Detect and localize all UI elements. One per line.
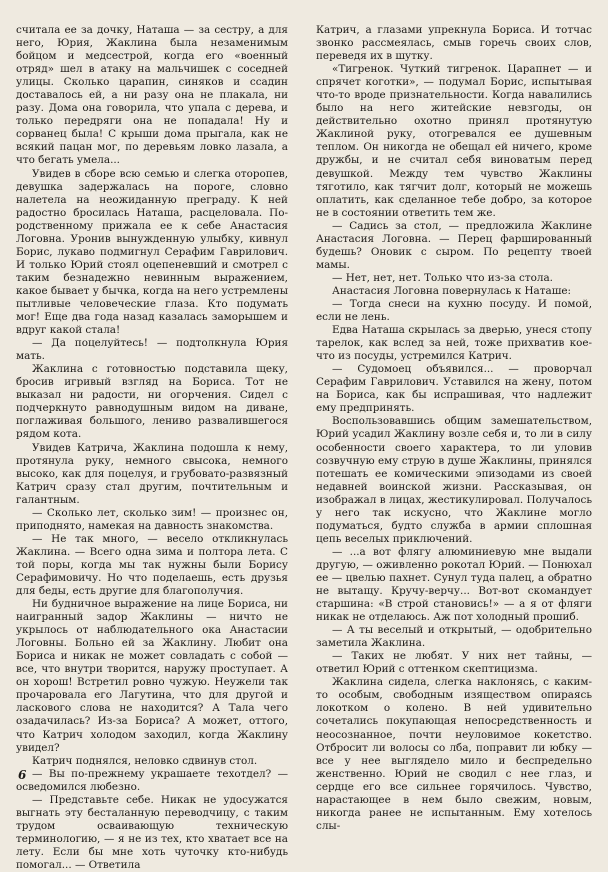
paragraph: Анастасия Логовна повернулась к Наташе: <box>332 284 572 297</box>
paragraph: — А ты веселый и открытый, — одобрительно заметила Жаклина. <box>316 624 592 650</box>
left-text-column <box>16 24 288 872</box>
paragraph: Увидев Катрича, Жаклина подошла к нему, протянула руку, немного свысока, немного высоко, как для поцелуя, и грубовато-развязный Катрич сразу стал другим, почтительным и галантным. <box>16 441 288 506</box>
page-number: 6 <box>18 768 27 782</box>
paragraph: «Тигренок. Чуткий тигренок. Царапнет — и спрячет коготки», — подумал Борис, испытывая что-то вроде признательности. Когда навалились было на него житейские невзгоды, он действительно охотно принял протянутую Жаклиной руку, отогревался ее душевным теплом. Он никогда не обещал ей ничего, кроме дружбы, и не считал себя виноватым перед девушкой. Между тем чувство Жаклины тяготило, как тягчит долг, который не можешь оплатить, как сделанное тебе добро, за которое не в состоянии ответить тем же. <box>316 63 592 219</box>
paragraph: Жаклина с готовностью подставила щеку, бросив игривый взгляд на Бориса. Тот не выказал ни радости, ни огорчения. Сидел с подчеркнуто равнодушным видом на диване, поглаживая большого, лениво развалившегося рядом кота. <box>16 363 288 441</box>
paragraph: Ни будничное выражение на лице Бориса, ни наигранный задор Жаклины — ничто не укрылось от наблюдательного ока Анастасии Логовны. Больно ей за Жаклину. Любит она Бориса и никак не может совладать с собой — все, что внутри творится, наружу проступает. А он хорош! Встретил ровно чужую. Неужели так прочаровала его Лагутина, что для другой и ласкового слова не находится? А Тала чего озадачилась? Из-за Бориса? А может, оттого, что Катрич холодом заходил, когда Жаклину увидел? <box>16 598 288 754</box>
paragraph: Воспользовавшись общим замешательством, Юрий усадил Жаклину возле себя и, то ли в силу особенности своего характера, то ли уловив созвучную ему струю в душе Жаклины, принялся потешать ее комическими эпизодами из своей недавней воинской жизни. Рассказывая, он изображал в лицах, жестикулировал. Получалось у него так искусно, что Жаклине могло подуматься, будто служба в армии сплошная цепь веселых приключений. <box>316 415 592 545</box>
paragraph: — Представьте себе. Никак не удосужатся выгнать эту бесталанную переводчицу, с таким трудом осваивающую техническую терминологию, — я не из тех, кто хватает все на лету. Если бы мне хоть чуточку кто-нибудь помогал... — Ответила <box>16 793 288 871</box>
paragraph: — Нет, нет, нет. Только что из-за стола. <box>332 271 553 284</box>
paragraph: — Вы по-прежнему украшаете техотдел? — осведомился любезно. <box>16 767 288 793</box>
paragraph: — Садись за стол, — предложила Жаклине Анастасия Логовна. — Перец фаршированный будешь? Оновик с сыром. По рецепту твоей мамы. <box>316 219 592 271</box>
paragraph: Жаклина сидела, слегка наклонясь, с каким-то особым, свободным изяществом опираясь локотком о колено. В ней удивительно сочетались покупающая непосредственность и неосознанное, почти неуловимое кокетство. Отбросит ли волосы со лба, поправит ли юбку — все у нее выглядело мило и беспредельно женственно. Юрий не сводил с нее глаз, и сердце его все сильнее горячилось. Чувство, нарастающее в нем было свежим, новым, никогда ранее не испытанным. Ему хотелось слы- <box>316 676 592 832</box>
paragraph: Катрич, а глазами упрекнула Бориса. И тотчас звонко рассмеялась, смыв горечь своих слов, переведя их в шутку. <box>316 24 592 63</box>
paragraph: — Сколько лет, сколько зим! — произнес он, приподнято, намекая на давность знакомства. <box>16 506 288 532</box>
paragraph: Катрич поднялся, неловко сдвинув стол. <box>32 754 258 767</box>
paragraph: — Не так много, — весело откликнулась Жаклина. — Всего одна зима и полтора лета. С той поры, когда мы так нужны были Борису Серафимовичу. Но что поделаешь, есть друзья для беды, есть другие для благополучия. <box>16 532 288 598</box>
paragraph: считала ее за дочку, Наташа — за сестру, а для него, Юрия, Жаклина была незаменимым бойцом и медсестрой, когда его «военный отряд» шел в атаку на мальчишек с соседней улицы. Сколько царапин, синяков и ссадин доставалось ей, а ни разу она не плакала, ни разу. Дома она говорила, что упала с дерева, и только передряги она не попадала! Ну и сорванец была! С крыши дома прыгала, как не всякий пацан мог, по деревьям ловко лазала, а что бегать умела... <box>16 24 288 167</box>
paragraph: — Таких не любят. У них нет тайны, — ответил Юрий с оттенком скептицизма. <box>316 650 592 676</box>
paragraph: — Да поцелуйтесь! — подтолкнула Юрия мать. <box>16 337 288 363</box>
paragraph: — Судомоец объявился... — проворчал Серафим Гаврилович. Уставился на жену, потом на Бориса, как бы испрашивая, что надлежит ему предпринять. <box>316 363 592 415</box>
right-text-column <box>316 24 592 833</box>
paragraph: Едва Наташа скрылась за дверью, унеся стопу тарелок, как вслед за ней, тоже прихватив кое-что из посуды, устремился Катрич. <box>316 324 592 363</box>
paragraph: Увидев в сборе всю семью и слегка оторопев, девушка задержалась на пороге, словно налетела на неожиданную преграду. К ней радостно бросилась Наташа, расцеловала. По-родственному прижала ее к себе Анастасия Логовна. Уронив вынужденную улыбку, кивнул Борис, лукаво подмигнул Серафим Гаврилович. И только Юрий стоял оцепеневший и смотрел с таким безнадежно невинным выражением, какое бывает у бычка, когда на него устремлены пытливые человеческие глаза. Кто подумать мог! Еще два года назад казалась заморышем и вдруг какой стала! <box>16 167 288 337</box>
paragraph: — ...а вот флягу алюминиевую мне выдали другую, — оживленно рокотал Юрий. — Понюхал ее — цвелью пахнет. Сунул туда палец, а обратно не вытащу. Кручу-верчу... Вот-вот скомандует старшина: «В строй становись!» — а я от фляги никак не отделаюсь. Аж пот холодный прошиб. <box>316 545 592 624</box>
paragraph: — Тогда снеси на кухню посуду. И помой, если не лень. <box>316 297 592 324</box>
